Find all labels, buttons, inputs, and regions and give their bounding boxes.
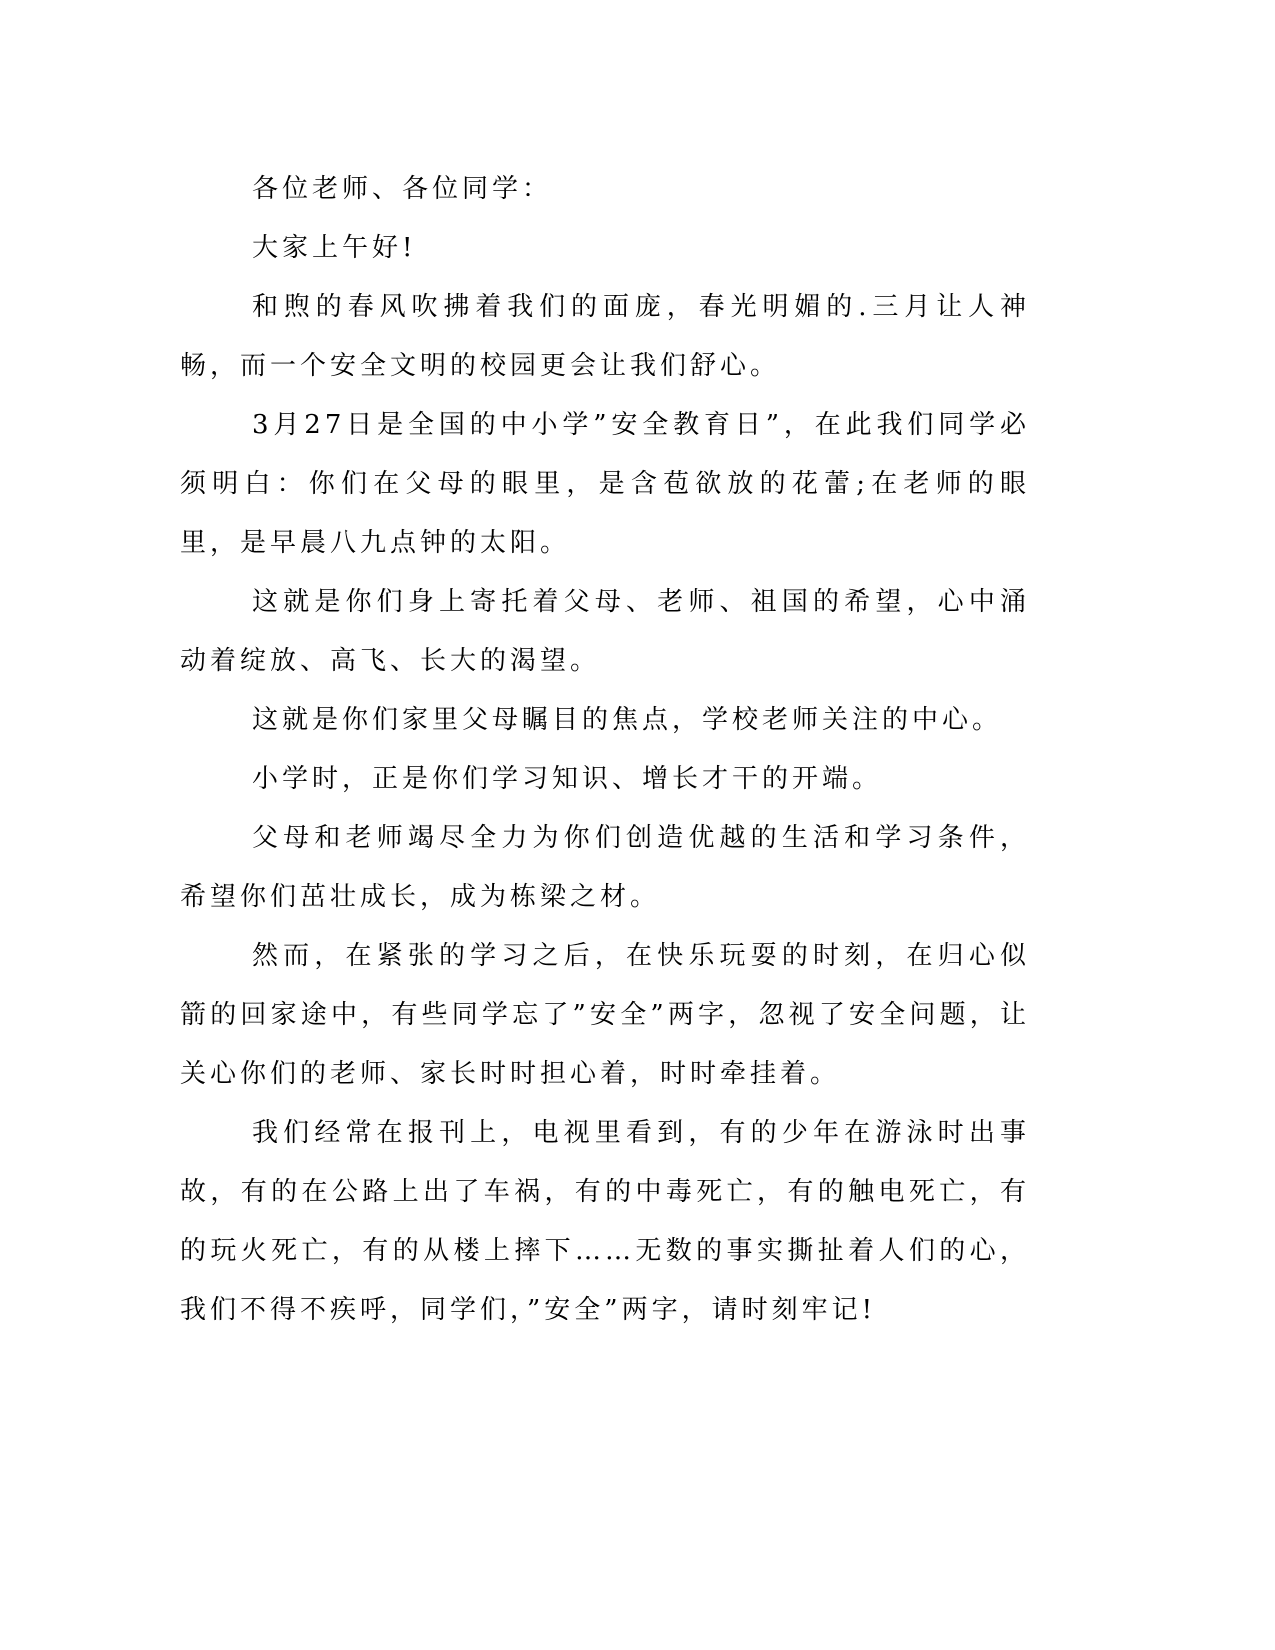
body-paragraph: 我们经常在报刊上，电视里看到，有的少年在游泳时出事故，有的在公路上出了车祸，有的中毒死亡，有的触电死亡，有的玩火死亡，有的从楼上摔下……无数的事实撕扯着人们的心，我们不得不疾呼，同学们，”安全”两字，请时刻牢记! bbox=[180, 1118, 1030, 1325]
salutation-paragraph: 大家上午好! bbox=[252, 233, 417, 263]
body-paragraph: 然而，在紧张的学习之后，在快乐玩耍的时刻，在归心似箭的回家途中，有些同学忘了”安全”两字，忽视了安全问题，让关心你们的老师、家长时时担心着，时时牵挂着。 bbox=[180, 941, 1030, 1089]
body-paragraph: 和煦的春风吹拂着我们的面庞，春光明媚的.三月让人神畅，而一个安全文明的校园更会让我们舒心。 bbox=[180, 292, 1030, 381]
greeting-paragraph: 各位老师、各位同学： bbox=[252, 174, 553, 204]
body-paragraph: 这就是你们家里父母瞩目的焦点，学校老师关注的中心。 bbox=[252, 705, 1003, 735]
body-paragraph: 这就是你们身上寄托着父母、老师、祖国的希望，心中涌动着绽放、高飞、长大的渴望。 bbox=[180, 587, 1030, 676]
body-paragraph: 3月27日是全国的中小学”安全教育日”，在此我们同学必须明白：你们在父母的眼里，是含苞欲放的花蕾;在老师的眼里，是早晨八九点钟的太阳。 bbox=[180, 410, 1030, 558]
body-paragraph: 父母和老师竭尽全力为你们创造优越的生活和学习条件，希望你们茁壮成长，成为栋梁之材。 bbox=[180, 823, 1030, 912]
body-paragraph: 小学时，正是你们学习知识、增长才干的开端。 bbox=[252, 764, 883, 794]
document-body bbox=[180, 160, 1030, 1340]
